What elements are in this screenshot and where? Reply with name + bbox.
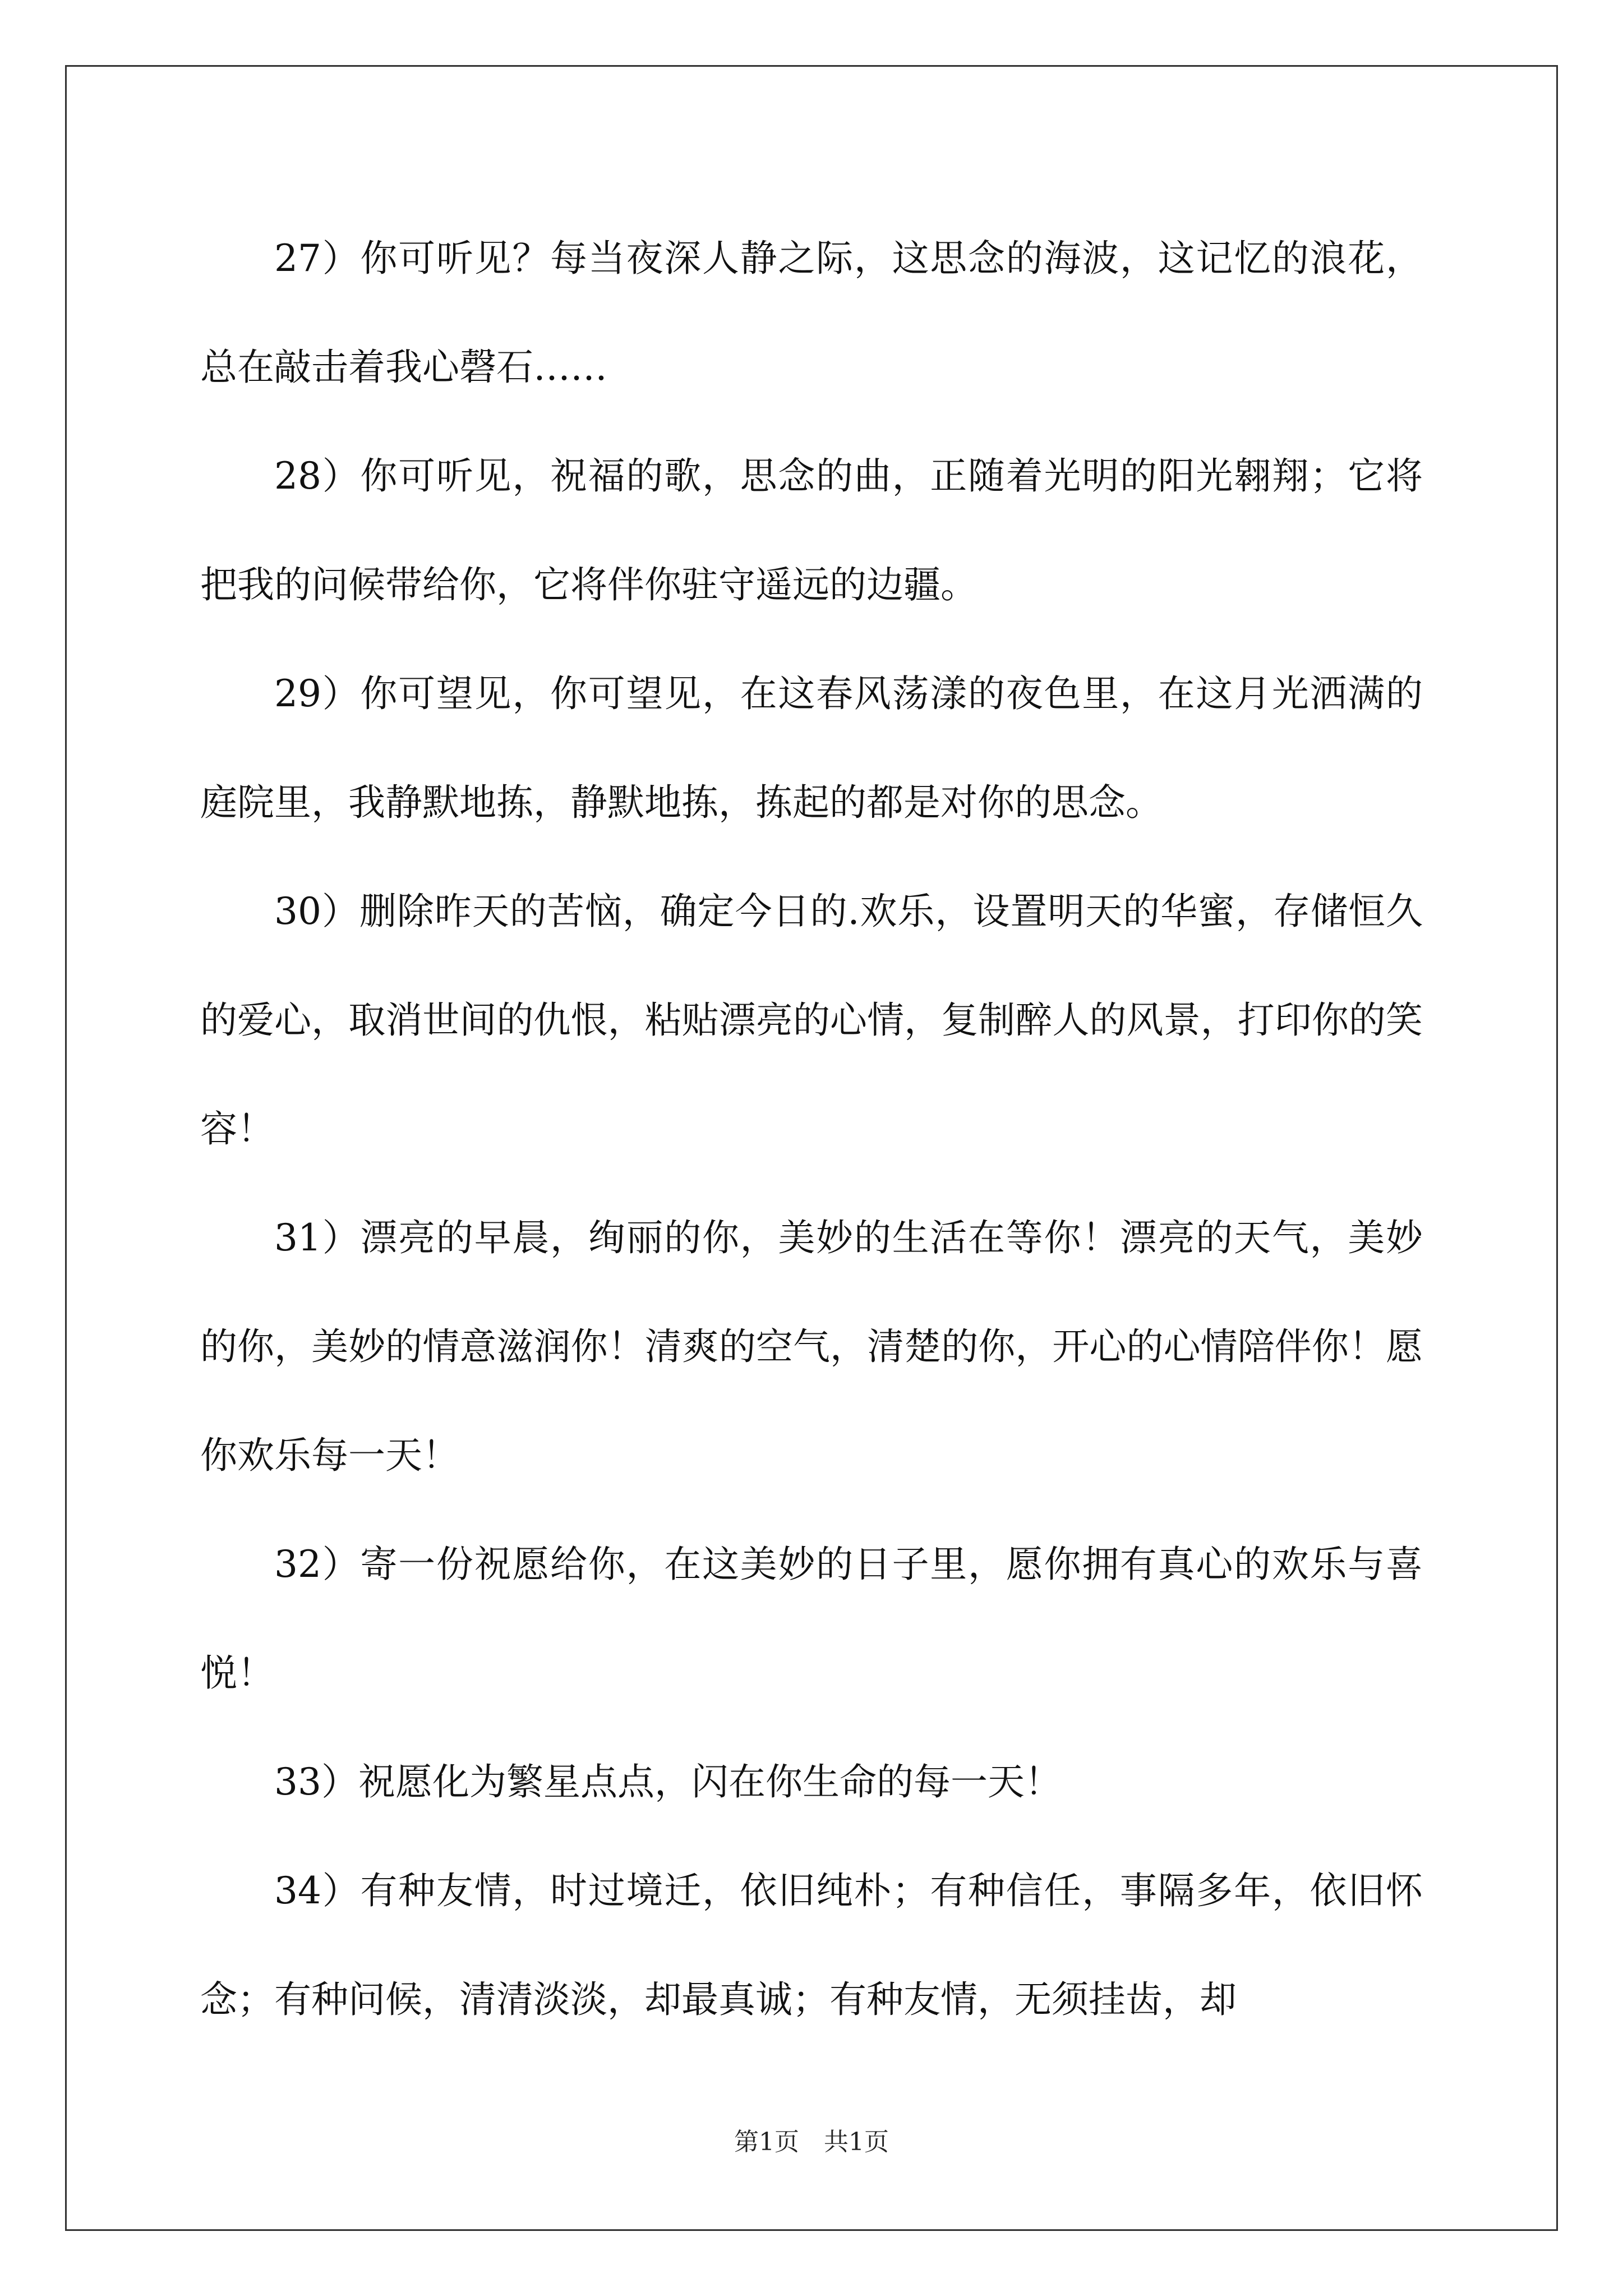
paragraph-34: 34）有种友情，时过境迁，依旧纯朴；有种信任，事隔多年，依旧怀念；有种问候，清清淡淡，却最真诚；有种友情，无须挂齿，却 [200, 1869, 1423, 2021]
paragraph-27: 27）你可听见？每当夜深人静之际，这思念的海波，这记忆的浪花，总在敲击着我心磬石…… [200, 237, 1423, 389]
paragraph-33: 33）祝愿化为繁星点点，闪在你生命的每一天！ [274, 1760, 1062, 1803]
page-footer: 第1页 共1页 [734, 2128, 889, 2156]
paragraph-29: 29）你可望见，你可望见，在这春风荡漾的夜色里，在这月光洒满的庭院里，我静默地拣，静默地拣，拣起的都是对你的思念。 [200, 672, 1423, 824]
document-body [200, 204, 1423, 2054]
paragraph-31: 31）漂亮的早晨，绚丽的你，美妙的生活在等你！漂亮的天气，美妙的你，美妙的情意滋润你！清爽的空气，清楚的你，开心的心情陪伴你！愿你欢乐每一天！ [200, 1216, 1423, 1477]
paragraph-32: 32）寄一份祝愿给你，在这美妙的日子里，愿你拥有真心的欢乐与喜悦！ [200, 1543, 1423, 1695]
paragraph-28: 28）你可听见，祝福的歌，思念的曲，正随着光明的阳光翱翔；它将把我的问候带给你，它将伴你驻守遥远的边疆。 [200, 454, 1423, 606]
paragraph-30: 30）删除昨天的苦恼，确定今日的.欢乐，设置明天的华蜜，存储恒久的爱心，取消世间的仇恨，粘贴漂亮的心情，复制醉人的风景，打印你的笑容！ [200, 890, 1423, 1151]
